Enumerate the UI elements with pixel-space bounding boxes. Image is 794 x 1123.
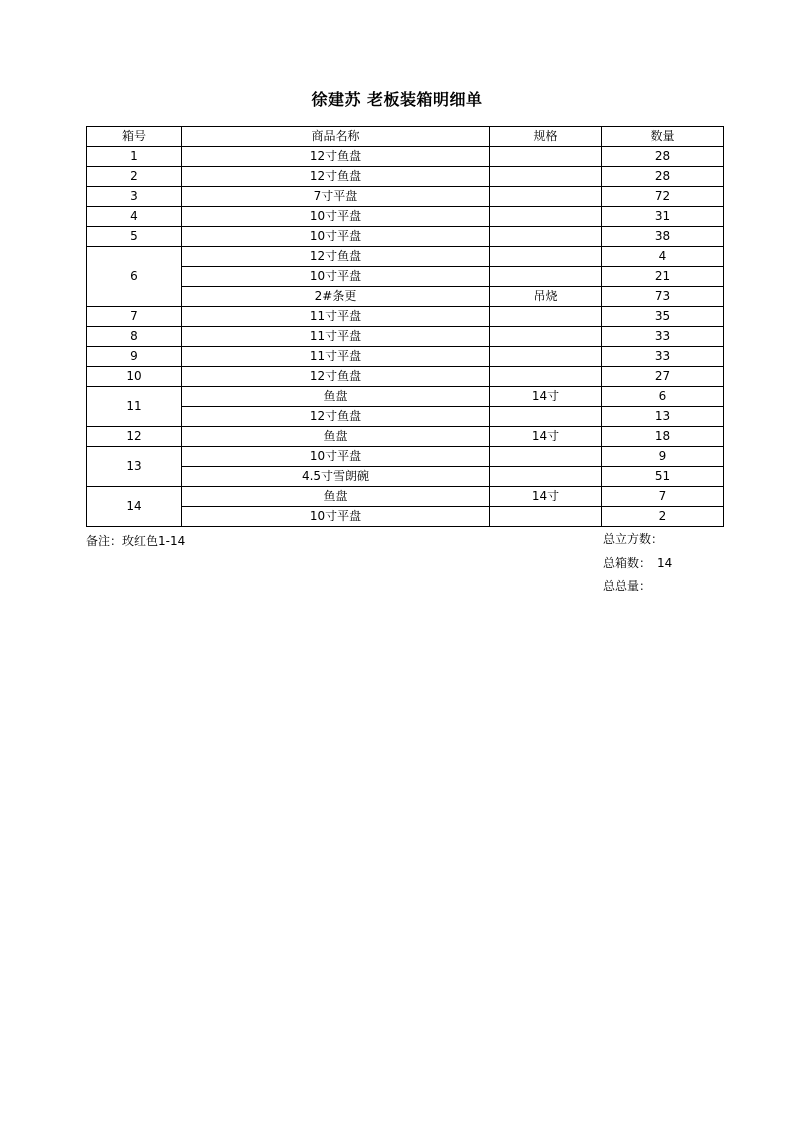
product-quantity: 7 [602, 487, 724, 507]
box-number: 12 [87, 427, 182, 447]
product-spec [490, 347, 602, 367]
header-box-no: 箱号 [87, 127, 182, 147]
box-number: 5 [87, 227, 182, 247]
product-name: 11寸平盘 [182, 327, 490, 347]
table-row [87, 167, 724, 187]
product-quantity: 27 [602, 367, 724, 387]
table-row [87, 367, 724, 387]
box-number: 14 [87, 487, 182, 527]
product-quantity: 18 [602, 427, 724, 447]
product-name: 10寸平盘 [182, 447, 490, 467]
header-product-name: 商品名称 [182, 127, 490, 147]
box-number: 10 [87, 367, 182, 387]
product-name: 鱼盘 [182, 487, 490, 507]
table-row [87, 507, 724, 527]
product-spec [490, 267, 602, 287]
product-name: 11寸平盘 [182, 307, 490, 327]
product-quantity: 28 [602, 167, 724, 187]
product-name: 10寸平盘 [182, 227, 490, 247]
table-row [87, 207, 724, 227]
product-quantity: 6 [602, 387, 724, 407]
product-name: 10寸平盘 [182, 507, 490, 527]
product-name: 4.5寸雪朗碗 [182, 467, 490, 487]
table-row [87, 487, 724, 507]
header-spec: 规格 [490, 127, 602, 147]
table-row [87, 287, 724, 307]
product-spec: 14寸 [490, 427, 602, 447]
box-number: 11 [87, 387, 182, 427]
product-quantity: 31 [602, 207, 724, 227]
total-boxes-label: 总箱数： [603, 556, 652, 570]
product-spec [490, 307, 602, 327]
table-row [87, 227, 724, 247]
product-spec [490, 327, 602, 347]
product-quantity: 9 [602, 447, 724, 467]
table-row [87, 347, 724, 367]
box-number: 1 [87, 147, 182, 167]
table-row [87, 267, 724, 287]
product-name: 10寸平盘 [182, 207, 490, 227]
product-name: 12寸鱼盘 [182, 407, 490, 427]
product-name: 鱼盘 [182, 427, 490, 447]
table-row [87, 447, 724, 467]
table-row [87, 247, 724, 267]
product-spec [490, 467, 602, 487]
product-quantity: 28 [602, 147, 724, 167]
table-row [87, 187, 724, 207]
product-spec [490, 447, 602, 467]
product-spec [490, 247, 602, 267]
product-quantity: 33 [602, 327, 724, 347]
product-spec [490, 507, 602, 527]
table-row [87, 387, 724, 407]
product-spec: 14寸 [490, 487, 602, 507]
product-spec [490, 367, 602, 387]
product-name: 鱼盘 [182, 387, 490, 407]
product-spec [490, 147, 602, 167]
total-boxes [603, 554, 672, 571]
box-number: 6 [87, 247, 182, 307]
product-spec [490, 227, 602, 247]
product-quantity: 13 [602, 407, 724, 427]
total-volume-label: 总立方数： [603, 532, 664, 546]
product-quantity: 35 [602, 307, 724, 327]
product-spec: 14寸 [490, 387, 602, 407]
total-weight-label: 总总量： [603, 579, 652, 593]
header-quantity: 数量 [602, 127, 724, 147]
total-volume [603, 530, 669, 547]
box-number: 8 [87, 327, 182, 347]
product-quantity: 33 [602, 347, 724, 367]
product-name: 12寸鱼盘 [182, 367, 490, 387]
product-quantity: 38 [602, 227, 724, 247]
product-name: 11寸平盘 [182, 347, 490, 367]
product-spec: 吊烧 [490, 287, 602, 307]
product-spec [490, 207, 602, 227]
product-name: 10寸平盘 [182, 267, 490, 287]
product-spec [490, 167, 602, 187]
product-quantity: 4 [602, 247, 724, 267]
table-header-row [87, 127, 724, 147]
table-row [87, 147, 724, 167]
remarks-note: 备注：玫红色1-14 [86, 534, 186, 548]
box-number: 3 [87, 187, 182, 207]
product-quantity: 73 [602, 287, 724, 307]
product-quantity: 21 [602, 267, 724, 287]
product-name: 12寸鱼盘 [182, 147, 490, 167]
product-spec [490, 187, 602, 207]
document-title: 徐建苏 老板装箱明细单 [311, 90, 483, 109]
product-name: 7寸平盘 [182, 187, 490, 207]
product-name: 12寸鱼盘 [182, 167, 490, 187]
product-name: 12寸鱼盘 [182, 247, 490, 267]
product-quantity: 51 [602, 467, 724, 487]
box-number: 7 [87, 307, 182, 327]
table-row [87, 327, 724, 347]
table-row [87, 427, 724, 447]
box-number: 9 [87, 347, 182, 367]
box-number: 4 [87, 207, 182, 227]
table-row [87, 467, 724, 487]
product-spec [490, 407, 602, 427]
product-quantity: 72 [602, 187, 724, 207]
box-number: 13 [87, 447, 182, 487]
box-number: 2 [87, 167, 182, 187]
product-quantity: 2 [602, 507, 724, 527]
product-name: 2#条更 [182, 287, 490, 307]
total-boxes-value: 14 [657, 556, 673, 570]
table-row [87, 307, 724, 327]
packing-list-table [86, 126, 724, 527]
table-row [87, 407, 724, 427]
total-weight [603, 577, 657, 594]
